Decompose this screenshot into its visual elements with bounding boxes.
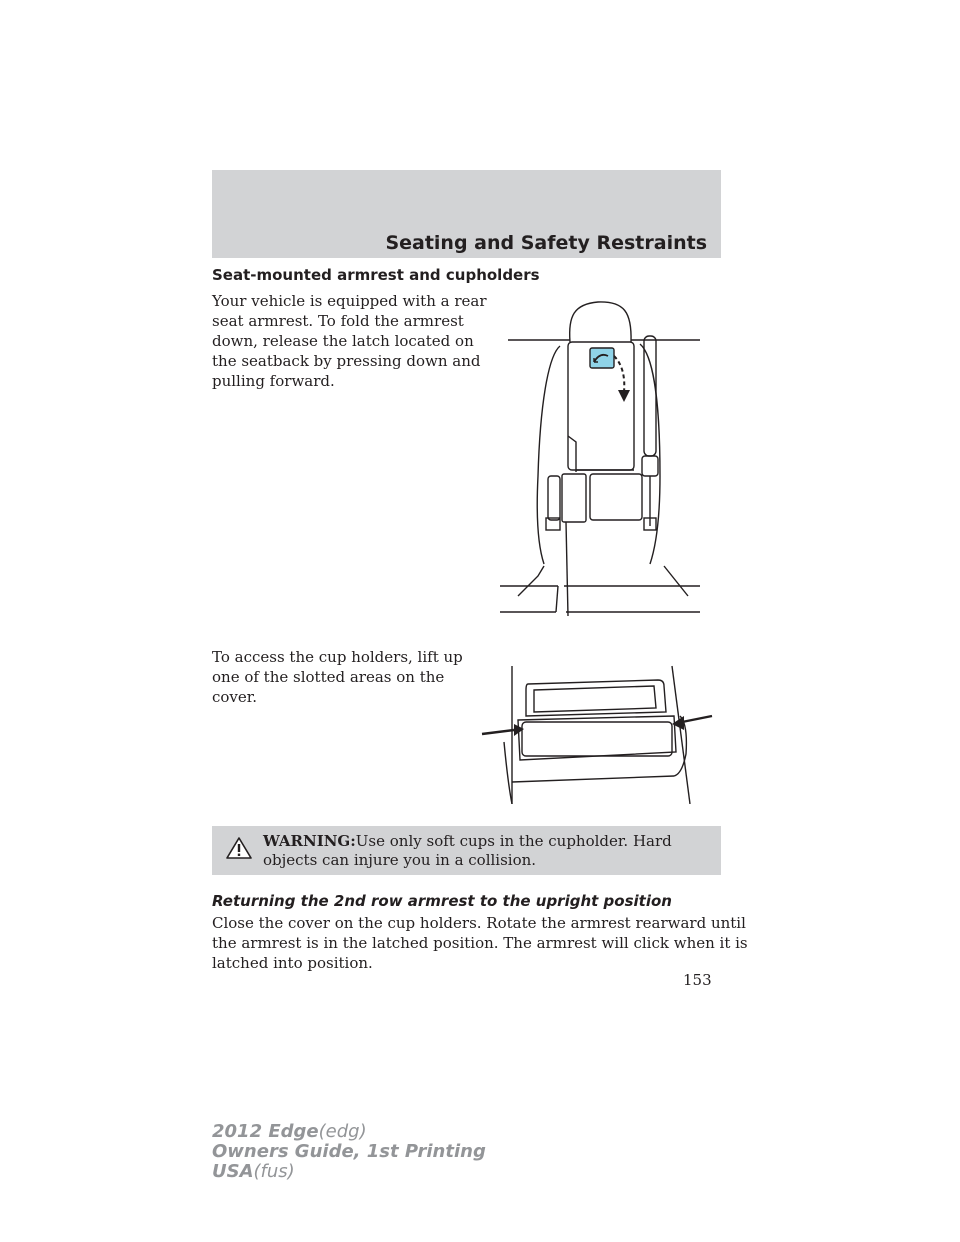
footer-line-3 xyxy=(212,1162,486,1182)
print-footer xyxy=(212,1122,486,1182)
footer-market: USA xyxy=(212,1161,254,1182)
footer-line-2: Owners Guide, 1st Printing xyxy=(212,1141,486,1162)
footer-market-code: (fus) xyxy=(253,1161,295,1182)
warning-label: WARNING: xyxy=(263,832,356,850)
subsection-title: Returning the 2nd row armrest to the upright position xyxy=(212,892,672,910)
footer-line-1 xyxy=(212,1122,486,1142)
warning-triangle-icon xyxy=(226,836,252,860)
upright-instructions: Close the cover on the cup holders. Rotate the armrest rearward until the armrest is in the latched position. The armrest will click when it is latched into position. xyxy=(212,914,748,972)
cupholder-cover-illustration xyxy=(478,664,714,804)
warning-text xyxy=(263,832,709,870)
warning-message: Use only soft cups in the cupholder. Hard objects can injure you in a collision. xyxy=(263,832,672,869)
cupholder-instructions: To access the cup holders, lift up one of the slotted areas on the cover. xyxy=(212,648,463,706)
section-header-title: Seating and Safety Restraints xyxy=(385,232,707,254)
warning-box xyxy=(212,826,721,875)
footer-model: 2012 Edge xyxy=(212,1121,319,1142)
page-number: 153 xyxy=(683,971,712,989)
seat-armrest-illustration xyxy=(498,296,704,616)
header-band xyxy=(212,170,721,258)
section-title: Seat-mounted armrest and cupholders xyxy=(212,266,540,284)
armrest-instructions: Your vehicle is equipped with a rear seat armrest. To fold the armrest down, release the latch located on the seatback by pressing down and pulling forward. xyxy=(212,292,487,390)
down-arrow-icon xyxy=(618,390,630,402)
footer-model-code: (edg) xyxy=(318,1121,367,1142)
